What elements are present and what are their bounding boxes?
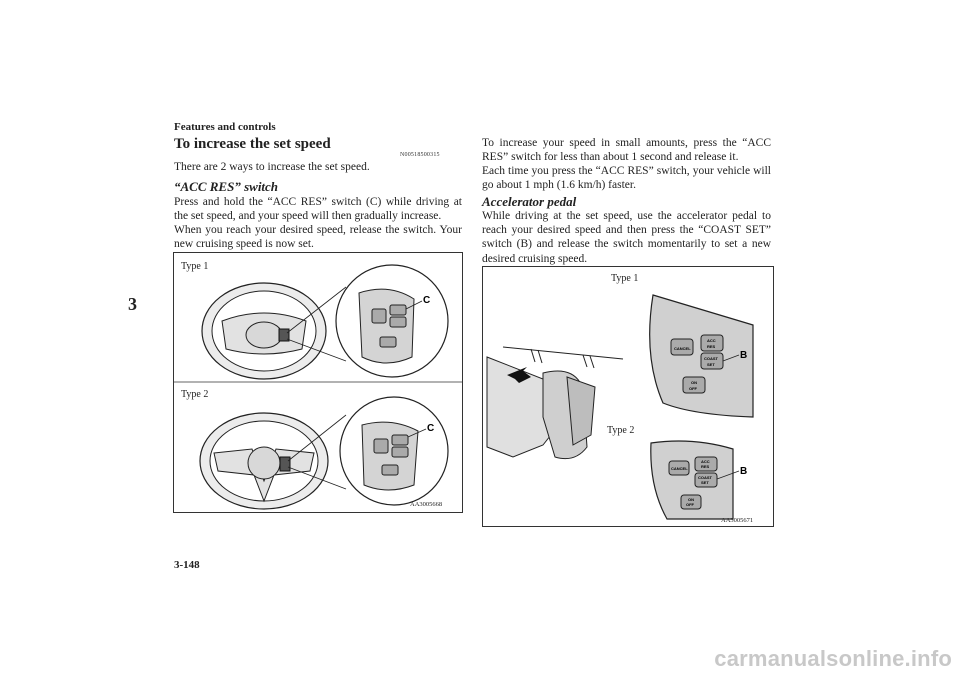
res-label-type2: RES [701,464,710,469]
acc-res-subheading: “ACC RES” switch [174,179,279,194]
callout-c-type2: C [427,423,435,434]
figure-label-type2: Type 2 [607,425,635,436]
page-number: 3-148 [174,559,200,571]
accelerator-pedal-paragraph: While driving at the set speed, use the accelerator pedal to reach your desired speed and then press the “COAST SET” switch (B) and release the switch momentarily to set a new desired cruising speed. [482,210,771,265]
accelerator-pedal-subheading: Accelerator pedal [482,194,577,209]
acc-res-paragraph: Press and hold the “ACC RES” switch (C) while driving at the set speed, and your speed will then gradually increase. [174,196,462,223]
off-label-type2: OFF [686,502,694,507]
set-label-type2: SET [701,480,709,485]
figure-label-type2: Type 2 [181,389,209,400]
set-label-type1: SET [707,362,715,367]
accelerator-pedal-scene [487,347,623,459]
on-label-type1: ON [691,380,697,385]
figure-label-type1: Type 1 [611,273,639,284]
short-press-paragraph-2: Each time you press the “ACC RES” switch, your vehicle will go about 1 mph (1.6 km/h) faster. [482,165,771,192]
figure-illustration [483,267,773,526]
figure-code: AA3005671 [721,517,754,524]
section-code: N00518500315 [400,152,440,158]
intro-paragraph: There are 2 ways to increase the set speed. [174,161,370,173]
res-label-type1: RES [707,344,716,349]
callout-c-type1: C [423,295,431,306]
callout-b-type1: B [740,350,748,361]
watermark: carmanualsonline.info [714,646,952,671]
section-title: To increase the set speed [174,136,331,152]
figure-pedal-coast-set [482,266,774,527]
acc-res-paragraph-2: When you reach your desired speed, release the switch. Your new cruising speed is now set. [174,224,462,251]
figure-code: AA3005668 [410,501,443,508]
cancel-label-type1: CANCEL [674,346,691,351]
acc-label-type2: ACC [701,459,710,464]
acc-label-type1: ACC [707,338,716,343]
steering-wheel-type2 [200,413,328,509]
section-header: Features and controls [174,121,276,133]
callout-b-type2: B [740,466,748,477]
switch-closeup-type1 [650,295,753,417]
steering-wheel-type1 [202,283,326,379]
chapter-tab: 3 [128,294,137,314]
coast-label-type2: COAST [698,475,712,480]
on-label-type2: ON [688,497,694,502]
coast-label-type1: COAST [704,356,718,361]
off-label-type1: OFF [689,386,697,391]
figure-steering-switch-acc-res [173,252,463,513]
cancel-label-type2: CANCEL [671,466,688,471]
switch-closeup-type2 [651,441,747,519]
figure-label-type1: Type 1 [181,261,209,272]
figure-illustration [174,253,462,512]
short-press-paragraph: To increase your speed in small amounts, press the “ACC RES” switch for less than about 1 second and release it. [482,137,771,164]
